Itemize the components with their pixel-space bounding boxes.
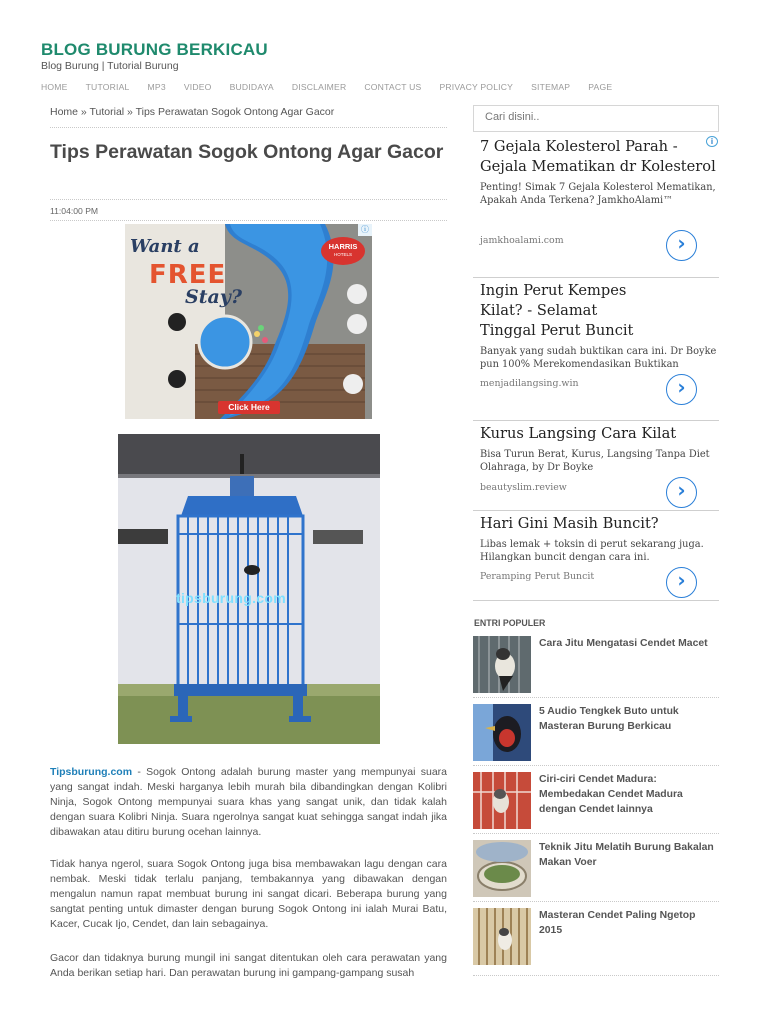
- divider: [473, 975, 719, 976]
- article-paragraph: [50, 765, 447, 840]
- chevron-right-icon[interactable]: ›: [666, 374, 697, 405]
- paragraph-text: - Sogok Ontong adalah burung master yang mempunyai suara yang sangat indah. Meski harganya lebih murah bila dibandingkan dengan Kolibri Ninja, Sogok Ontong mempunyai suara khas yang sangat unik, dan tidak kalah dengan suara Kolibri Ninja. Suara ngerolnya sangat kuat sehingga sangat indah jika dibawakan atau ditiru burung ocehan lainnya.: [50, 766, 447, 838]
- breadcrumb-tutorial[interactable]: Tutorial: [89, 106, 125, 118]
- nav-tutorial[interactable]: TUTORIAL: [85, 82, 130, 92]
- native-ad-headline[interactable]: 7 Gejala Kolesterol Parah - Gejala Mematikan dr Kolesterol: [480, 138, 716, 175]
- nav-contact-us[interactable]: CONTACT US: [364, 82, 422, 92]
- nav-privacy-policy[interactable]: PRIVACY POLICY: [439, 82, 514, 92]
- ad-headline-want: Want a: [130, 236, 200, 257]
- breadcrumb-home[interactable]: Home: [50, 106, 79, 118]
- site-description: Blog Burung | Tutorial Burung: [41, 60, 179, 72]
- source-link[interactable]: Tipsburung.com: [50, 766, 133, 778]
- nav-page[interactable]: PAGE: [588, 82, 613, 92]
- native-ad-headline[interactable]: Kurus Langsing Cara Kilat: [480, 425, 677, 442]
- ad-headline-stay: Stay?: [185, 286, 242, 308]
- nav-video[interactable]: VIDEO: [183, 82, 212, 92]
- native-ad-source: jamkhoalami.com: [480, 235, 564, 246]
- breadcrumb-separator: »: [78, 106, 90, 118]
- native-ad-description: Banyak yang sudah buktikan cara ini. Dr Boyke pun 100% Merekomendasikan Buktikan: [480, 346, 717, 370]
- popular-post-title[interactable]: Teknik Jitu Melatih Burung Bakalan Makan Voer: [539, 842, 714, 868]
- search-input[interactable]: Cari disini..: [473, 105, 719, 132]
- popular-posts-title: ENTRI POPULER: [474, 618, 546, 628]
- divider: [50, 220, 447, 221]
- page-title: Tips Perawatan Sogok Ontong Agar Gacor: [50, 141, 444, 163]
- nav-disclaimer[interactable]: DISCLAIMER: [291, 82, 347, 92]
- divider: [50, 127, 447, 128]
- popular-post-title[interactable]: Ciri-ciri Cendet Madura: Membedakan Cendet Madura dengan Cendet lainnya: [539, 774, 683, 815]
- post-thumbnail[interactable]: [473, 704, 531, 761]
- divider: [473, 697, 719, 698]
- hotel-ad-banner[interactable]: [125, 224, 372, 419]
- adchoices-icon[interactable]: i: [706, 136, 718, 147]
- ad-click-here-button[interactable]: Click Here: [218, 401, 280, 414]
- bird-cage-image: [118, 434, 380, 744]
- native-ad-description: Bisa Turun Berat, Kurus, Langsing Tanpa Diet Olahraga, by Dr Boyke: [480, 449, 710, 473]
- adchoices-icon[interactable]: ⓘ: [358, 224, 372, 236]
- native-ad-2[interactable]: [473, 281, 719, 421]
- native-ad-1[interactable]: [473, 137, 719, 278]
- bird-cage-photo: [118, 434, 380, 744]
- nav-home[interactable]: HOME: [41, 82, 68, 92]
- native-ad-source: Peramping Perut Buncit: [480, 571, 595, 582]
- breadcrumb-current: Tips Perawatan Sogok Ontong Agar Gacor: [135, 106, 335, 118]
- site-title[interactable]: BLOG BURUNG BERKICAU: [41, 40, 268, 59]
- popular-post-title[interactable]: 5 Audio Tengkek Buto untuk Masteran Burung Berkicau: [539, 706, 679, 732]
- post-thumbnail[interactable]: [473, 772, 531, 829]
- divider: [50, 199, 447, 200]
- article-paragraph: Gacor dan tidaknya burung mungil ini sangat ditentukan oleh cara perawatan yang Anda berikan setiap hari. Dan perawatan burung ini gampang-gampang susah: [50, 952, 447, 979]
- native-ad-headline[interactable]: Ingin Perut Kempes Kilat? - Selamat Tinggal Perut Buncit: [480, 282, 634, 339]
- divider: [473, 901, 719, 902]
- native-ad-source: beautyslim.review: [480, 482, 567, 493]
- ad-headline-free: FREE: [149, 260, 227, 290]
- post-thumbnail[interactable]: [473, 908, 531, 965]
- divider: [473, 833, 719, 834]
- native-ad-source: menjadilangsing.win: [480, 378, 579, 389]
- native-ad-3[interactable]: [473, 424, 719, 511]
- post-thumbnail[interactable]: [473, 636, 531, 693]
- native-ad-description: Libas lemak + toksin di perut sekarang juga. Hilangkan buncit dengan cara ini.: [480, 539, 704, 563]
- main-nav: [41, 82, 630, 92]
- native-ad-description: Penting! Simak 7 Gejala Kolesterol Mematikan, Apakah Anda Terkena? JamkhoAlami™: [480, 182, 716, 206]
- photo-watermark: tipsburung.com: [176, 590, 286, 606]
- chevron-right-icon[interactable]: ›: [666, 230, 697, 261]
- divider: [473, 765, 719, 766]
- article-paragraph: Tidak hanya ngerol, suara Sogok Ontong juga bisa membawakan lagu dengan cara nembak. Meski tidak terlalu panjang, tembakannya yang dibawakan dengan mengalun namun rapat membuat burung ini sangat dicari. Beberapa burung yang sangtat penting untuk dimaster dengan burung Sogok Ontong ini ialah Murai Batu, Kacer, Cucak Ijo, Cendet, dan lain sebagainya.: [50, 858, 447, 930]
- native-ad-headline[interactable]: Hari Gini Masih Buncit?: [480, 515, 659, 532]
- nav-mp3[interactable]: MP3: [147, 82, 166, 92]
- harris-hotels-logo: HARRIS HOTELS: [321, 237, 365, 265]
- breadcrumb-separator: »: [124, 106, 136, 118]
- breadcrumb: [50, 106, 334, 118]
- native-ad-4[interactable]: [473, 514, 719, 601]
- nav-sitemap[interactable]: SITEMAP: [531, 82, 571, 92]
- post-thumbnail[interactable]: [473, 840, 531, 897]
- post-timestamp: 11:04:00 PM: [50, 206, 99, 216]
- nav-budidaya[interactable]: BUDIDAYA: [229, 82, 274, 92]
- popular-post-title[interactable]: Masteran Cendet Paling Ngetop 2015: [539, 910, 696, 936]
- popular-post-title[interactable]: Cara Jitu Mengatasi Cendet Macet: [539, 638, 708, 649]
- chevron-right-icon[interactable]: ›: [666, 477, 697, 508]
- chevron-right-icon[interactable]: ›: [666, 567, 697, 598]
